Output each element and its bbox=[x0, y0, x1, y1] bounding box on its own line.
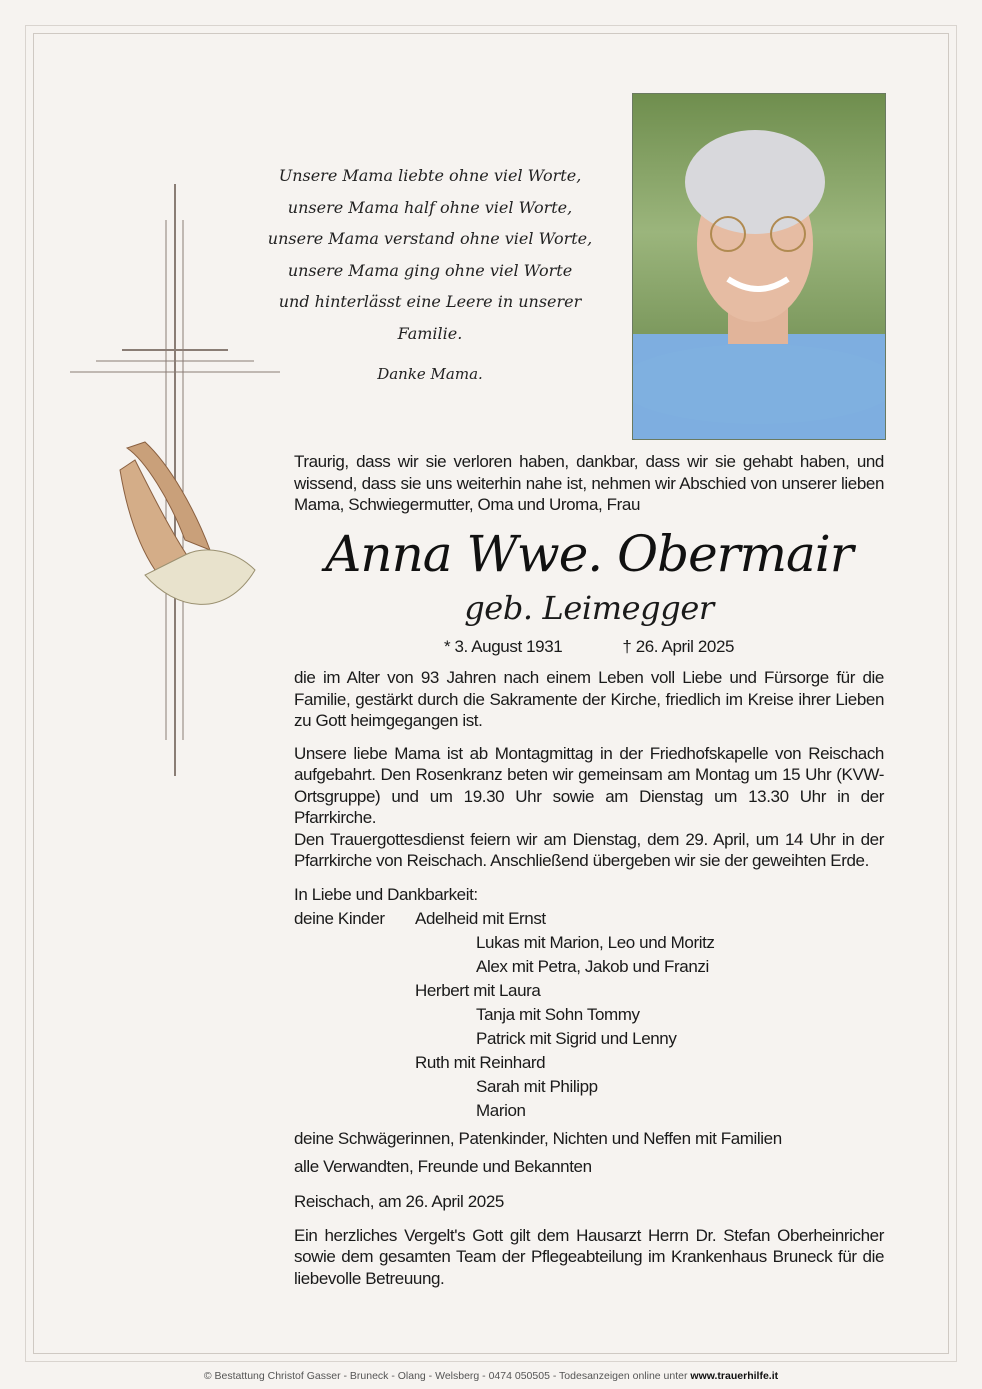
poem-line: unsere Mama verstand ohne viel Worte, bbox=[267, 229, 593, 248]
family-member: Marion bbox=[476, 1100, 526, 1120]
footer bbox=[0, 1370, 982, 1382]
family-member: Alex mit Petra, Jakob und Franzi bbox=[476, 956, 709, 976]
portrait-photo bbox=[632, 93, 886, 440]
life-dates bbox=[294, 636, 884, 658]
family-member: Sarah mit Philipp bbox=[476, 1076, 598, 1096]
paragraph-1: die im Alter von 93 Jahren nach einem Leben voll Liebe und Fürsorge für die Familie, gestärkt durch die Sakramente der Kirche, friedlich im Kreise ihrer Lieben zu Gott heimgegangen ist. bbox=[294, 668, 884, 730]
poem bbox=[250, 160, 610, 391]
praying-hands-icon bbox=[115, 440, 265, 625]
place-date: Reischach, am 26. April 2025 bbox=[294, 1191, 504, 1211]
family-member: Lukas mit Marion, Leo und Moritz bbox=[476, 932, 715, 952]
footer-text: © Bestattung Christof Gasser - Bruneck - Olang - Welsberg - 0474 050505 - Todesanzeigen online unter bbox=[203, 1370, 691, 1382]
poem-line: unsere Mama half ohne viel Worte, bbox=[287, 197, 573, 217]
kids-row bbox=[294, 907, 884, 931]
death-date: † 26. April 2025 bbox=[622, 636, 735, 656]
kids-label: deine Kinder bbox=[294, 908, 385, 928]
poem-line: und hinterlässt eine Leere in unserer Familie. bbox=[278, 292, 582, 343]
family-member: Tanja mit Sohn Tommy bbox=[476, 1004, 640, 1024]
footer-link[interactable]: www.trauerhilfe.it bbox=[690, 1370, 779, 1382]
birth-date: * 3. August 1931 bbox=[443, 636, 563, 656]
relatives-line: deine Schwägerinnen, Patenkinder, Nichten und Neffen mit Familien bbox=[294, 1128, 782, 1148]
paragraph-2: Unsere liebe Mama ist ab Montagmittag in der Friedhofskapelle von Reischach aufgebahrt. Den Rosenkranz beten wir gemeinsam am Montag um 15 Uhr (KVW-Ortsgruppe) und um 19.30 Uhr sowie am Dienstag um 13.30 Uhr in der Pfarrkirche. bbox=[294, 743, 884, 827]
paragraph-3: Den Trauergottesdienst feiern wir am Dienstag, dem 29. April, um 14 Uhr in der Pfarrkirche von Reischach. Anschließend übergeben wir sie der geweihten Erde. bbox=[294, 829, 884, 870]
intro-text: Traurig, dass wir sie verloren haben, dankbar, dass wir sie gehabt haben, und wissend, dass sie uns weiterhin nahe ist, nehmen wir Abschied von unserer lieben Mama, Schwiegermutter, Oma und Uroma, Frau bbox=[294, 452, 884, 514]
family-member: Ruth mit Reinhard bbox=[415, 1052, 546, 1072]
poem-line: Unsere Mama liebte ohne viel Worte, bbox=[278, 166, 582, 185]
love-line: In Liebe und Dankbarkeit: bbox=[294, 884, 478, 904]
notice-body bbox=[294, 451, 884, 1289]
maiden-name: geb. Leimegger bbox=[464, 588, 714, 627]
thanks-paragraph: Ein herzliches Vergelt's Gott gilt dem Hausarzt Herrn Dr. Stefan Oberheinricher sowie dem gesamten Team der Pflegeabteilung im Krankenhaus Bruneck für die liebevolle Betreuung. bbox=[294, 1225, 884, 1288]
poem-line: unsere Mama ging ohne viel Worte bbox=[287, 260, 573, 280]
relatives-line: alle Verwandten, Freunde und Bekannten bbox=[294, 1156, 592, 1176]
family-member: Herbert mit Laura bbox=[415, 980, 541, 1000]
family-member: Adelheid mit Ernst bbox=[415, 908, 546, 928]
poem-thanks: Danke Mama. bbox=[377, 365, 483, 383]
deceased-name: Anna Wwe. Obermair bbox=[325, 524, 853, 583]
family-member: Patrick mit Sigrid und Lenny bbox=[476, 1028, 677, 1048]
